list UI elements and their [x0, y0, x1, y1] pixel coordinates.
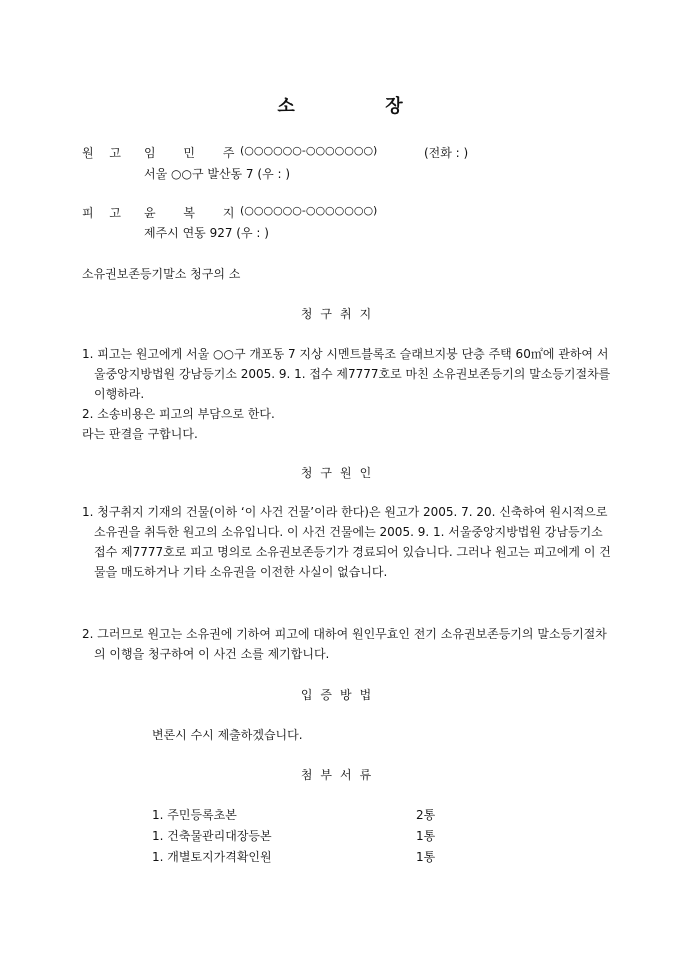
attachment-item-name: 1. 건축물관리대장등본: [152, 829, 272, 843]
defendant-id: (○○○○○○-○○○○○○○): [240, 204, 378, 217]
plaintiff-address: 서울 ○○구 발산동 7 (우 : ): [144, 167, 291, 181]
defendant-address: 제주시 연동 927 (우 : ): [144, 226, 269, 240]
claim-purpose-closing: 라는 판결을 구합니다.: [82, 427, 198, 441]
attachment-item-count: 1통: [416, 829, 436, 843]
evidence-text: 변론시 수시 제출하겠습니다.: [152, 728, 303, 742]
case-title: 소유권보존등기말소 청구의 소: [82, 267, 241, 281]
attachment-item-name: 1. 개별토지가격확인원: [152, 850, 272, 864]
section-heading-claim-purpose: 청구취지: [300, 307, 380, 321]
claim-purpose-item-1: 1. 피고는 원고에게 서울 ○○구 개포동 7 지상 시멘트블록조 슬래브지붕 단층 주택 60㎡에 관하여 서울중앙지방법원 강남등기소 2005. 9. 1. 접수 제7777호로 마친 소유권보존등기의 말소등기절차를 이행하라.: [82, 347, 611, 401]
claim-cause-item-1: 1. 청구취지 기재의 건물(이하 ‘이 사건 건물’이라 한다)은 원고가 2005. 7. 20. 신축하여 원시적으로 소유권을 취득한 원고의 소유입니다. 이 사건 건물에는 2005. 9. 1. 서울중앙지방법원 강남등기소 접수 제7777호로 피고 명의로 소유권보존등기가 경료되어 있습니다. 그러나 원고는 피고에게 이 건물을 매도하거나 기타 소유권을 이전한 사실이 없습니다.: [82, 505, 611, 579]
section-heading-claim-cause: 청구원인: [300, 466, 380, 480]
plaintiff-id: (○○○○○○-○○○○○○○): [240, 144, 378, 157]
title-left: 소: [277, 96, 295, 117]
plaintiff-name: 임 민 주: [144, 146, 235, 160]
plaintiff-role: 원 고: [82, 146, 127, 160]
attachment-item-name: 1. 주민등록초본: [152, 808, 237, 822]
attachment-item-count: 1통: [416, 850, 436, 864]
section-heading-attachments: 첨부서류: [300, 768, 380, 782]
section-heading-evidence: 입증방법: [300, 688, 380, 702]
claim-purpose-item-2: 2. 소송비용은 피고의 부담으로 한다.: [82, 407, 275, 421]
plaintiff-phone: (전화 : ): [424, 146, 469, 160]
document-title: [0, 92, 680, 118]
title-right: 장: [385, 96, 403, 117]
claim-cause-item-2: 2. 그러므로 원고는 소유권에 기하여 피고에 대하여 원인무효인 전기 소유권보존등기의 말소등기절차의 이행을 청구하여 이 사건 소를 제기합니다.: [82, 627, 607, 661]
attachment-item-count: 2통: [416, 808, 436, 822]
defendant-name: 윤 복 지: [144, 206, 235, 220]
defendant-role: 피 고: [82, 206, 127, 220]
